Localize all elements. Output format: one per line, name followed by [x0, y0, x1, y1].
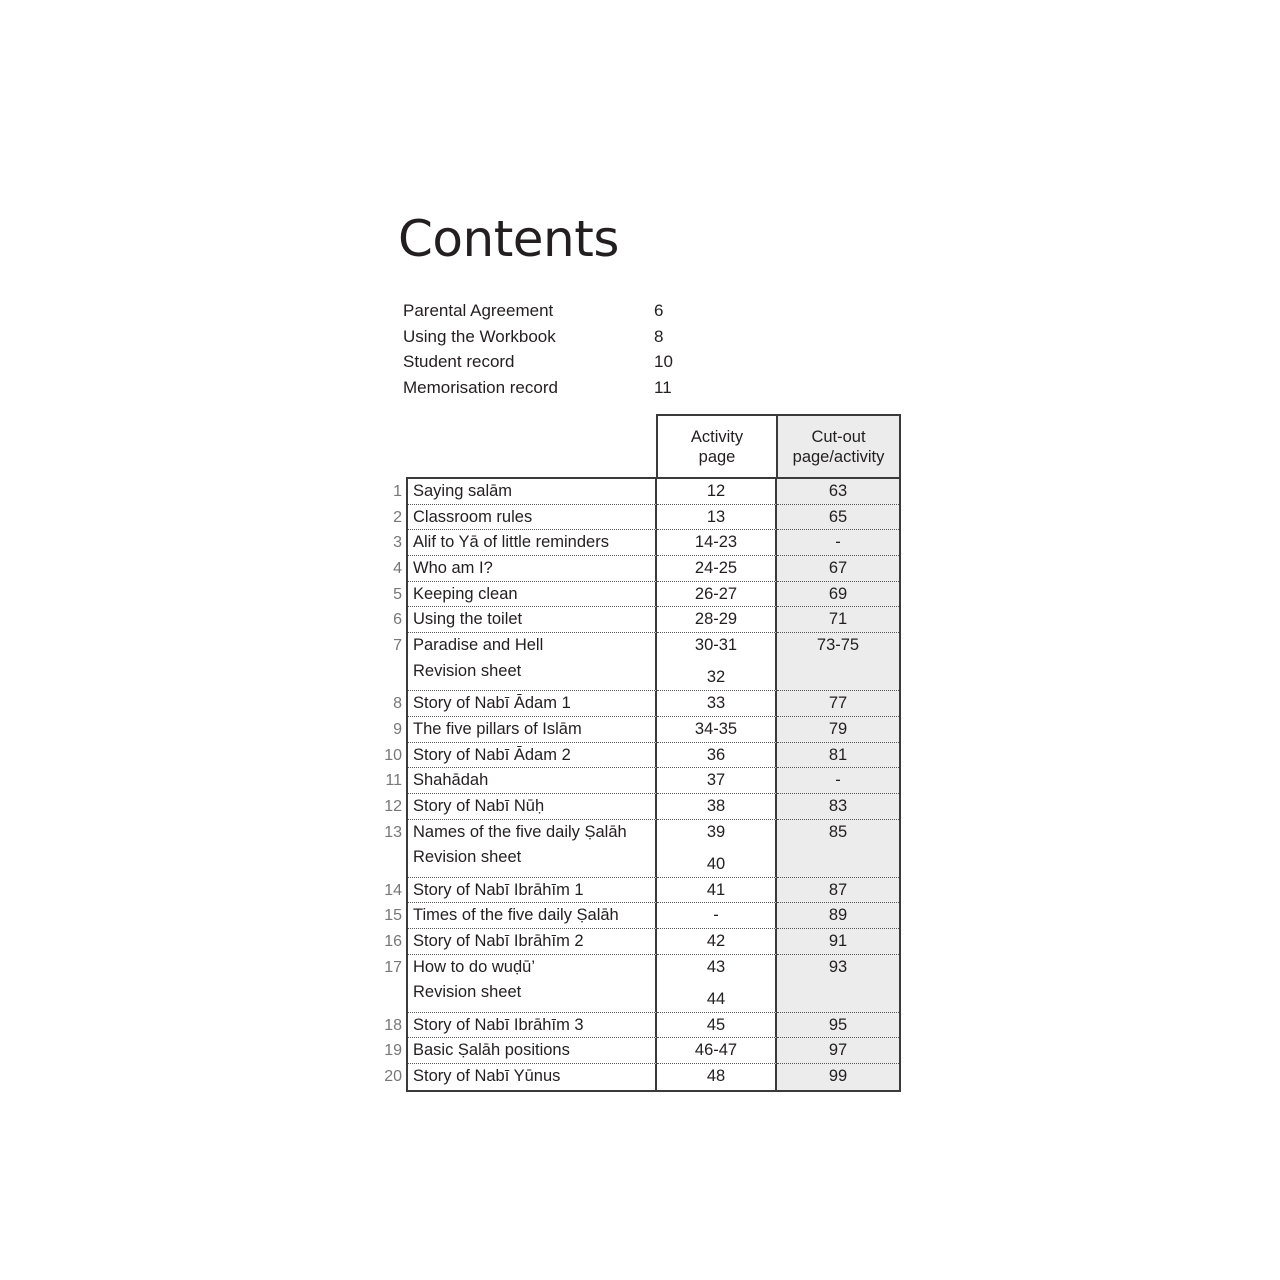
- cutout-page-cell: [777, 479, 899, 505]
- cutout-page-cell: [777, 607, 899, 633]
- row-title: Shahādah: [413, 771, 489, 790]
- row-number: 10: [384, 746, 402, 764]
- activity-page-header-label: Activity page: [690, 427, 744, 466]
- table-row: [384, 955, 899, 1013]
- cutout-page-cell: [777, 929, 899, 955]
- cutout-page-header: [776, 414, 901, 477]
- table-row: [393, 582, 899, 608]
- activity-page: 42: [706, 931, 726, 950]
- activity-page: 48: [706, 1067, 726, 1085]
- table-row: [384, 743, 899, 769]
- activity-page-cell: [657, 1013, 777, 1039]
- row-subtitle: Revision sheet: [413, 661, 522, 680]
- cutout-page-cell: [777, 505, 899, 531]
- cutout-page: 85: [828, 822, 848, 841]
- cutout-page-cell: [777, 743, 899, 769]
- row-title: Story of Nabī Ādam 1: [413, 694, 571, 713]
- row-number: 17: [384, 958, 402, 976]
- row-title: The five pillars of Islām: [413, 719, 582, 738]
- table-row: [393, 717, 899, 743]
- row-title-cell: [408, 1064, 657, 1090]
- row-title: Times of the five daily Ṣalāh: [413, 906, 619, 925]
- activity-page: 45: [706, 1015, 726, 1034]
- row-subtitle: Revision sheet: [413, 848, 522, 867]
- row-title: Story of Nabī Ādam 2: [413, 745, 571, 764]
- revision-page: 40: [706, 854, 726, 873]
- cutout-page-cell: [777, 691, 899, 717]
- row-number: 20: [384, 1068, 402, 1085]
- activity-page: 38: [706, 796, 726, 815]
- cutout-page-cell: [777, 794, 899, 820]
- table-row: [384, 794, 899, 820]
- row-title-cell: [408, 556, 657, 582]
- cutout-page-cell: [777, 530, 899, 556]
- cutout-page: 91: [828, 931, 848, 950]
- activity-page: 24-25: [694, 559, 738, 578]
- row-number: 11: [385, 772, 402, 790]
- cutout-page: 77: [828, 694, 848, 713]
- table-row: [384, 1013, 899, 1039]
- row-number: 2: [393, 508, 402, 526]
- activity-page-cell: [657, 903, 777, 929]
- cutout-page-cell: [777, 633, 899, 691]
- row-title-cell: [408, 794, 657, 820]
- cutout-page: 83: [828, 796, 848, 815]
- cutout-page: 87: [828, 880, 848, 899]
- row-title-cell: [408, 1013, 657, 1039]
- revision-page: 32: [706, 668, 726, 687]
- row-title-cell: [408, 820, 657, 878]
- intro-item-page: 6: [654, 301, 664, 320]
- cutout-page: 79: [828, 719, 848, 738]
- intro-item: [403, 324, 723, 350]
- intro-list: [403, 298, 723, 400]
- row-title: Story of Nabī Ibrāhīm 1: [413, 880, 584, 899]
- cutout-page: 71: [828, 610, 848, 629]
- intro-item-label: Using the Workbook: [403, 326, 556, 346]
- cutout-page: -: [835, 533, 841, 552]
- row-title-cell: [408, 691, 657, 717]
- cutout-page: 95: [828, 1015, 848, 1034]
- table-row: [384, 929, 899, 955]
- activity-page-cell: [657, 768, 777, 794]
- table-row: [393, 691, 899, 717]
- cutout-page-cell: [777, 903, 899, 929]
- row-title: Classroom rules: [413, 507, 533, 526]
- cutout-page: 67: [828, 559, 848, 578]
- cutout-page: 63: [828, 482, 848, 500]
- row-title: Story of Nabī Ibrāhīm 3: [413, 1015, 584, 1034]
- cutout-page-cell: [777, 717, 899, 743]
- activity-page: 13: [706, 507, 726, 526]
- row-title: Keeping clean: [413, 584, 518, 603]
- activity-page-header: [656, 414, 776, 477]
- row-number: 3: [393, 534, 402, 552]
- row-title: Names of the five daily Ṣalāh: [413, 822, 627, 841]
- activity-page-cell: [657, 1038, 777, 1064]
- activity-page: 36: [706, 745, 726, 764]
- activity-page: 39: [706, 822, 726, 841]
- table-row: [393, 556, 899, 582]
- row-number: 9: [393, 720, 402, 738]
- row-number: 7: [393, 637, 402, 655]
- intro-item-page: 8: [654, 326, 664, 346]
- row-title-cell: [408, 607, 657, 633]
- intro-item-page: 11: [654, 377, 672, 397]
- row-number: 13: [384, 823, 402, 841]
- row-title-cell: [408, 633, 657, 691]
- row-title: How to do wuḍū’: [413, 957, 535, 976]
- activity-page-cell: [657, 878, 777, 904]
- activity-page-cell: [657, 530, 777, 556]
- cutout-page: 93: [828, 957, 848, 976]
- cutout-page-cell: [777, 768, 899, 794]
- activity-page-cell: [657, 955, 777, 1013]
- activity-page: 41: [706, 880, 726, 899]
- cutout-page: 97: [828, 1041, 848, 1060]
- activity-page-cell: [657, 633, 777, 691]
- cutout-page-cell: [777, 1013, 899, 1039]
- activity-page: 12: [706, 482, 726, 500]
- row-title-cell: [408, 717, 657, 743]
- row-title-cell: [408, 955, 657, 1013]
- row-title-cell: [408, 768, 657, 794]
- activity-page: 37: [706, 771, 726, 790]
- table-row: [384, 878, 899, 904]
- cutout-page-header-label: Cut-out page/activity: [792, 427, 885, 466]
- page-title: Contents: [398, 210, 619, 268]
- row-title: Story of Nabī Ibrāhīm 2: [413, 931, 584, 950]
- cutout-page: 69: [828, 584, 848, 603]
- intro-item-label: Memorisation record: [403, 377, 558, 397]
- activity-page: 26-27: [694, 584, 738, 603]
- activity-page-cell: [657, 794, 777, 820]
- activity-page-cell: [657, 479, 777, 505]
- table-row: [384, 820, 899, 878]
- table-row: [384, 1064, 899, 1090]
- cutout-page: 99: [828, 1067, 848, 1085]
- row-title: Saying salām: [413, 482, 513, 500]
- row-number: 4: [393, 560, 402, 578]
- intro-item: [403, 375, 723, 401]
- activity-page-cell: [657, 607, 777, 633]
- table-row: [393, 633, 899, 691]
- row-title: Story of Nabī Nūḥ: [413, 796, 545, 815]
- row-title: Story of Nabī Yūnus: [413, 1067, 561, 1085]
- cutout-page-cell: [777, 1064, 899, 1090]
- row-number: 5: [393, 585, 402, 603]
- activity-page-cell: [657, 717, 777, 743]
- table-header: [380, 414, 901, 477]
- activity-page-cell: [657, 929, 777, 955]
- activity-page-cell: [657, 556, 777, 582]
- cutout-page: 65: [828, 507, 848, 526]
- table-body: [384, 477, 901, 1092]
- row-number: 16: [384, 932, 402, 950]
- table-row: [393, 607, 899, 633]
- table-row: [384, 903, 899, 929]
- activity-page-cell: [657, 505, 777, 531]
- intro-item: [403, 349, 723, 375]
- activity-page-cell: [657, 691, 777, 717]
- row-number: 18: [384, 1016, 402, 1034]
- row-title-cell: [408, 878, 657, 904]
- table-row: [385, 768, 899, 794]
- table-row: [393, 530, 899, 556]
- cutout-page-cell: [777, 955, 899, 1013]
- cutout-page: 81: [828, 745, 848, 764]
- table-row: [384, 1038, 899, 1064]
- row-title-cell: [408, 929, 657, 955]
- row-title: Who am I?: [413, 559, 493, 578]
- activity-page: 34-35: [694, 719, 738, 738]
- activity-page-cell: [657, 1064, 777, 1090]
- row-title: Alif to Yā of little reminders: [413, 533, 609, 552]
- activity-page: 30-31: [694, 636, 738, 655]
- row-title-cell: [408, 479, 657, 505]
- intro-item-label: Student record: [403, 352, 515, 371]
- activity-page: 46-47: [694, 1041, 738, 1060]
- intro-item: [403, 298, 723, 324]
- row-number: 19: [384, 1042, 402, 1060]
- cutout-page: -: [835, 771, 841, 790]
- cutout-page-cell: [777, 878, 899, 904]
- table-row: [393, 479, 899, 505]
- activity-page: 14-23: [694, 533, 738, 552]
- activity-page: 33: [706, 694, 726, 713]
- cutout-page: 73-75: [816, 636, 860, 655]
- activity-page: 28-29: [694, 610, 738, 629]
- row-number: 6: [393, 611, 402, 629]
- row-title: Using the toilet: [413, 610, 523, 629]
- row-title-cell: [408, 582, 657, 608]
- cutout-page: 89: [828, 906, 848, 925]
- row-title: Basic Ṣalāh positions: [413, 1041, 570, 1060]
- activity-page: 43: [706, 957, 726, 976]
- row-title-cell: [408, 903, 657, 929]
- cutout-page-cell: [777, 820, 899, 878]
- contents-table: [380, 414, 901, 1092]
- row-number: 8: [393, 695, 402, 713]
- row-number: 14: [384, 881, 402, 899]
- row-number: 12: [384, 797, 402, 815]
- activity-page-cell: [657, 820, 777, 878]
- row-title-cell: [408, 743, 657, 769]
- row-number: 1: [393, 483, 402, 500]
- row-title-cell: [408, 1038, 657, 1064]
- table-row: [393, 505, 899, 531]
- cutout-page-cell: [777, 556, 899, 582]
- row-title: Paradise and Hell: [413, 636, 544, 655]
- cutout-page-cell: [777, 582, 899, 608]
- activity-page-cell: [657, 743, 777, 769]
- row-subtitle: Revision sheet: [413, 983, 522, 1002]
- activity-page-cell: [657, 582, 777, 608]
- row-title-cell: [408, 505, 657, 531]
- revision-page: 44: [706, 989, 726, 1008]
- intro-item-label: Parental Agreement: [403, 301, 554, 320]
- row-title-cell: [408, 530, 657, 556]
- cutout-page-cell: [777, 1038, 899, 1064]
- activity-page: -: [713, 906, 719, 925]
- row-number: 15: [384, 907, 402, 925]
- intro-item-page: 10: [654, 352, 673, 371]
